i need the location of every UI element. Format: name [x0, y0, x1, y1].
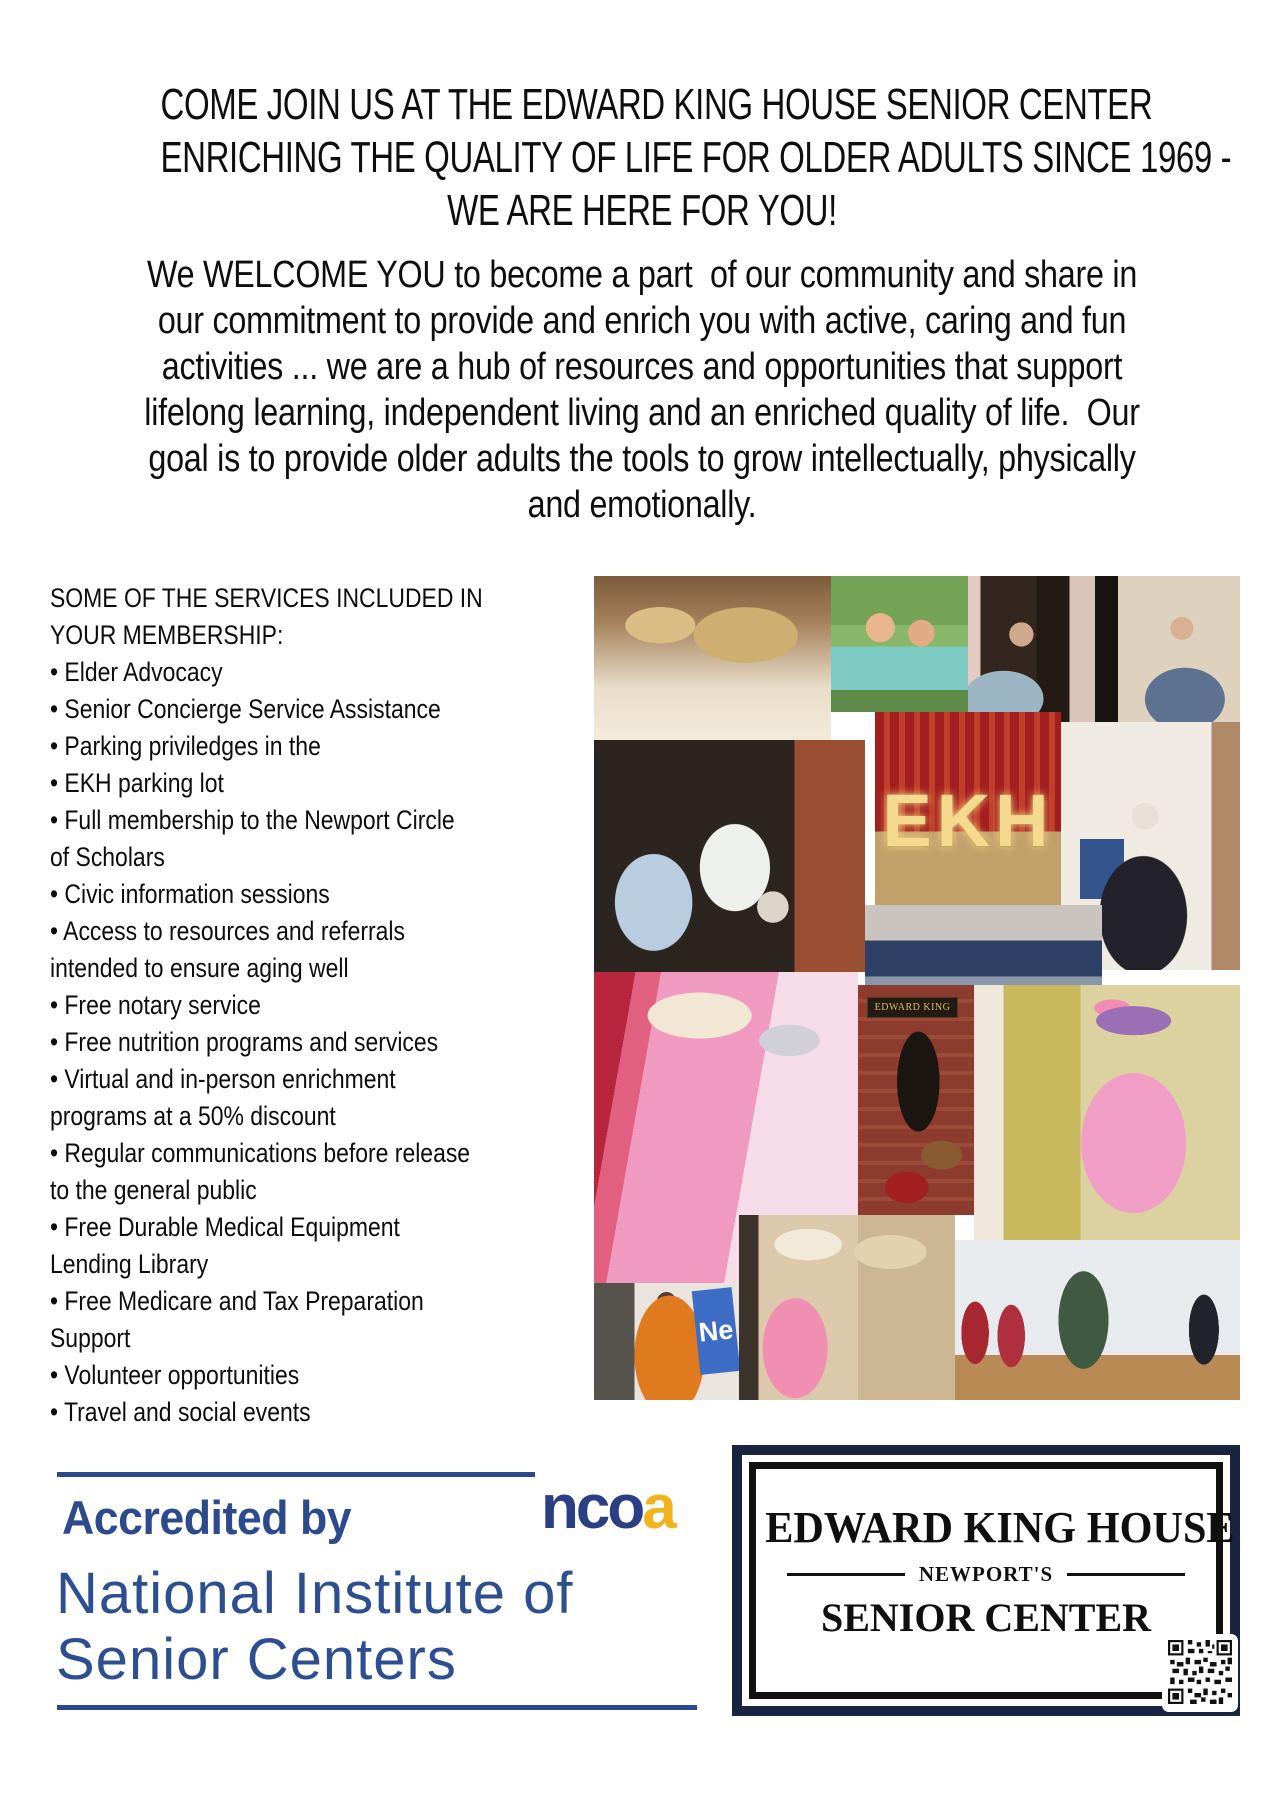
services-heading: SOME OF THE SERVICES INCLUDED IN [50, 583, 483, 613]
rule-right [1067, 1573, 1185, 1576]
list-item: • Access to resources and referrals [50, 916, 405, 946]
ekh-logo-subtitle-row [756, 1562, 1216, 1587]
list-item: • Travel and social events [50, 1397, 311, 1427]
intro-line: We WELCOME YOU to become a part of our community and share in [146, 254, 1138, 296]
photo-christmas-group [939, 1240, 1240, 1400]
list-item: • EKH parking lot [50, 768, 224, 798]
ekh-logo-text [756, 1469, 1235, 1692]
photo-ekh-marquee [875, 712, 1061, 905]
photo-horse-saddle [858, 985, 974, 1215]
list-item: to the general public [50, 1175, 257, 1205]
list-item: • Virtual and in-person enrichment [50, 1064, 396, 1094]
ncoa-logo [541, 1472, 674, 1543]
photo-outdoor-couple [831, 576, 968, 712]
photo-orange-jacket-lady [594, 1283, 739, 1400]
list-item: • Elder Advocacy [50, 657, 223, 687]
list-item: Lending Library [50, 1249, 209, 1279]
title-line: ENRICHING THE QUALITY OF LIFE FOR OLDER ADULTS SINCE 1969 - [160, 133, 1232, 182]
rule-left [787, 1573, 905, 1576]
ekh-logo-newports: NEWPORT'S [918, 1562, 1054, 1586]
ekh-logo-senior-center: SENIOR CENTER [820, 1595, 1152, 1640]
ekh-logo-title: EDWARD KING HOUSE [765, 1503, 1235, 1552]
list-item: • Regular communications before release [50, 1138, 471, 1168]
list-item: intended to ensure aging well [50, 953, 349, 983]
title-line: WE ARE HERE FOR YOU! [447, 186, 837, 235]
photo-plaid-shirt-man [1095, 576, 1240, 730]
intro-line: activities ... we are a hub of resources and opportunities that support [161, 346, 1123, 388]
services-list [50, 580, 594, 1431]
list-item: • Volunteer opportunities [50, 1360, 300, 1390]
list-item: • Free Durable Medical Equipment [50, 1212, 400, 1242]
photo-purple-hat-lady [974, 985, 1240, 1240]
divider-line-top [57, 1472, 535, 1477]
photo-straw-hat-ladies [594, 576, 831, 740]
photo-white-hat-ladies [739, 1215, 955, 1400]
page-title [160, 78, 1232, 237]
intro-line: and emotionally. [527, 484, 757, 526]
photo-grey-hair-curtains [968, 576, 1095, 722]
intro-line: our commitment to provide and enrich you with active, caring and fun [157, 300, 1127, 342]
intro-paragraph [96, 252, 1187, 528]
ncoa-logo-yellow-text: a [642, 1473, 674, 1542]
divider-line-bottom [57, 1705, 697, 1710]
ekh-logo-box [732, 1445, 1240, 1716]
intro-line: goal is to provide older adults the tools to grow intellectually, physically [148, 438, 1136, 480]
blue-ne-sign: Ne [692, 1287, 739, 1375]
photo-three-ladies [594, 740, 865, 972]
qr-code-icon [1168, 1640, 1232, 1704]
edward-king-plaque: EDWARD KING [867, 997, 957, 1018]
qr-code [1162, 1634, 1238, 1712]
ekh-marquee-letters: EKH [882, 778, 1054, 862]
list-item: Support [50, 1323, 131, 1353]
accredited-by-label: Accredited by [62, 1491, 352, 1544]
photo-apron-volunteers [865, 905, 1102, 990]
list-item: • Full membership to the Newport Circle [50, 805, 455, 835]
list-item: of Scholars [50, 842, 165, 872]
intro-line: lifelong learning, independent living and an enriched quality of life. Our [144, 392, 1140, 434]
list-item: • Senior Concierge Service Assistance [50, 694, 441, 724]
list-item: • Free Medicare and Tax Preparation [50, 1286, 424, 1316]
list-item: • Parking priviledges in the [50, 731, 321, 761]
title-line: COME JOIN US AT THE EDWARD KING HOUSE SENIOR CENTER [160, 80, 1153, 129]
org-name-line2: Senior Centers [56, 1627, 457, 1692]
list-item: • Free notary service [50, 990, 261, 1020]
list-item: • Free nutrition programs and services [50, 1027, 439, 1057]
list-item: programs at a 50% discount [50, 1101, 336, 1131]
services-heading: YOUR MEMBERSHIP: [50, 620, 284, 650]
list-item: • Civic information sessions [50, 879, 330, 909]
ncoa-logo-blue-text: nco [541, 1473, 643, 1542]
org-name-line1: National Institute of [56, 1561, 574, 1626]
